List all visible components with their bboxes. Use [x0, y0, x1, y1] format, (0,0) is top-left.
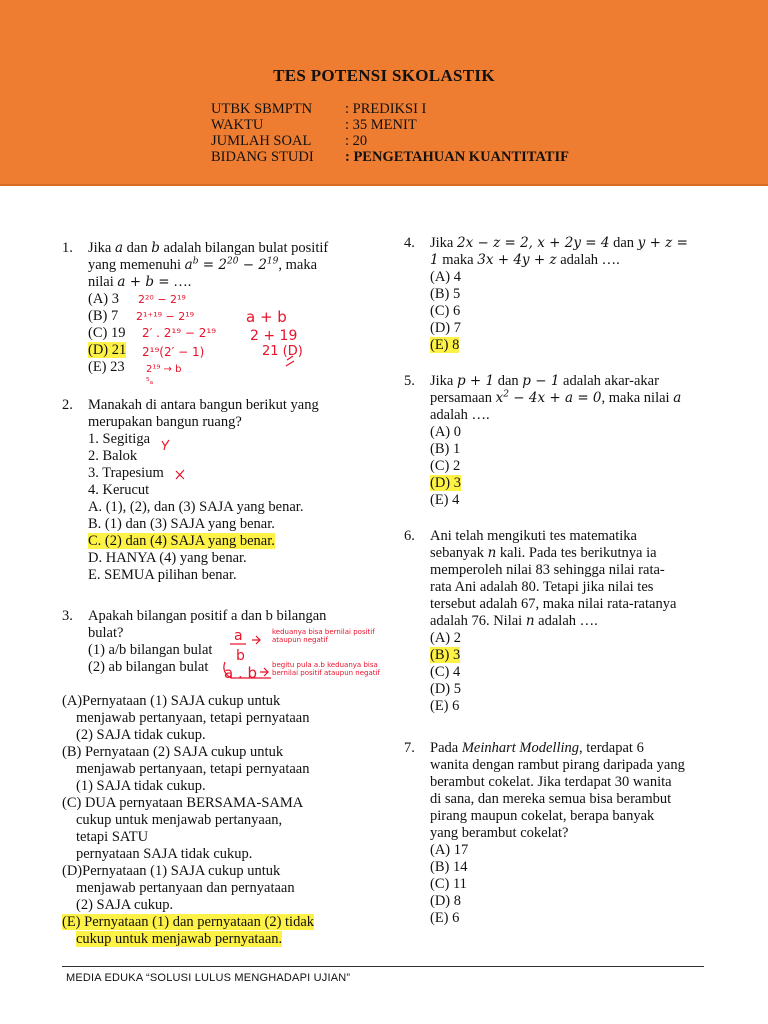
option[interactable]: (C) 4: [430, 664, 461, 680]
handwritten-note: [272, 628, 375, 644]
option-selected[interactable]: C. (2) dan (4) SAJA yang benar.: [88, 533, 275, 549]
scribble: a . b: [224, 664, 258, 682]
option-text: (D)Pernyataan (1) SAJA cukup untuk: [62, 863, 281, 879]
footer-divider: [62, 966, 704, 967]
note-text: ataupun negatif: [272, 636, 328, 644]
question-number: 3.: [62, 608, 73, 624]
question-1: 1. Jika a dan b adalah bilangan bulat positif yang memenuhi $a^b = 2^{20} - 2^{19}$, maka nilai a + b = …. (A) 3 (B) 7 (C) 19 (D) 21 (E) 23: [62, 240, 382, 376]
q-text: adalah ….: [538, 613, 598, 629]
option-text: (B) Pernyataan (2) SAJA cukup untuk: [62, 744, 284, 760]
question-number: 6.: [404, 528, 415, 544]
q-text: Jika: [430, 235, 454, 251]
q-text: , terdapat 6: [579, 740, 644, 756]
q-text: adalah 76. Nilai: [430, 613, 523, 629]
q-text: wanita dengan rambut pirang daripada yang: [430, 757, 685, 773]
q-text: pirang maupun cokelat, berapa banyak: [430, 808, 655, 824]
handwritten-note: [272, 661, 380, 677]
option[interactable]: (B) 7: [88, 308, 119, 324]
q-text: persamaan: [430, 390, 492, 406]
scribble: a: [234, 628, 243, 644]
check-mark: [162, 440, 169, 450]
page-title: TES POTENSI SKOLASTIK: [273, 66, 495, 85]
option[interactable]: (E) 6: [430, 698, 460, 714]
option[interactable]: (D) 5: [430, 681, 462, 697]
note-text: bernilai positif ataupun negatif: [272, 669, 380, 677]
arrow: [260, 668, 268, 676]
option[interactable]: (D) 8: [430, 893, 462, 909]
q-text: kali. Pada tes berikutnya ia: [499, 545, 657, 561]
option-selected[interactable]: (D) 3: [430, 475, 462, 491]
scribble: 2¹⁹ → b: [146, 364, 182, 375]
q-text: Pada: [430, 740, 459, 756]
q-text: Jika: [430, 373, 454, 389]
q-text: Apakah bilangan positif a dan b bilangan: [88, 608, 327, 624]
question-number: 2.: [62, 397, 73, 413]
note-text: begitu pula a.b keduanya bisa: [272, 661, 378, 669]
scribble: a + b: [246, 308, 287, 326]
q-text: dan: [126, 240, 148, 256]
option-selected[interactable]: (D) 21: [88, 342, 127, 358]
option[interactable]: B. (1) dan (3) SAJA yang benar.: [88, 516, 275, 532]
scribble: 21 (D): [262, 344, 303, 359]
question-number: 4.: [404, 235, 415, 251]
q-text: maka: [442, 252, 474, 268]
scribble: ⁵ₐ: [146, 377, 154, 387]
option-text: (C) DUA pernyataan BERSAMA-SAMA: [62, 795, 304, 811]
question-6: 6. Ani telah mengikuti tes matematika sebanyak n kali. Pada tes berikutnya ia memperoleh nilai 83 sehingga nilai rata- rata Ani adalah 80. Tetapi jika nilai tes tersebut adalah 67, maka nilai rata-ratanya adalah 76. Nilai n adalah …. (A) 2 (B) 3 (C) 4 (D) 5 (E) 6: [404, 528, 704, 715]
question-number: 1.: [62, 240, 73, 256]
q-text: merupakan bangun ruang?: [88, 414, 242, 430]
q-text: adalah ….: [560, 252, 620, 268]
scribble: 2¹⁺¹⁹ − 2¹⁹: [136, 310, 195, 323]
question-5: 5. Jika p + 1 dan p − 1 adalah akar-akar persamaan $x^2 - 4x + a = 0$, maka nilai a adalah …. (A) 0 (B) 1 (C) 2 (D) 3 (E) 4: [404, 373, 704, 509]
option[interactable]: (E) 6: [430, 910, 460, 926]
option-text: menjawab pertanyaan, tetapi pernyataan: [76, 710, 310, 726]
note-text: keduanya bisa bernilai positif: [272, 628, 375, 636]
option-text: menjawab pertanyaan, tetapi pernyataan: [76, 761, 310, 777]
option-text: tetapi SATU: [76, 829, 149, 845]
option-text: pernyataan SAJA tidak cukup.: [76, 846, 253, 862]
q-text: dan: [497, 373, 519, 389]
q-text: berambut cokelat. Jika terdapat 30 wanita: [430, 774, 672, 790]
arrow: [252, 636, 260, 644]
q-text: yang berambut cokelat?: [430, 825, 569, 841]
option[interactable]: (A) 3: [88, 291, 120, 307]
scribble: 2²⁰ − 2¹⁹: [138, 293, 186, 306]
option-text: cukup untuk menjawab pertanyaan,: [76, 812, 283, 828]
question-number: 5.: [404, 373, 415, 389]
option[interactable]: (B) 5: [430, 286, 461, 302]
info-label: JUMLAH SOAL: [211, 133, 312, 149]
scribble: 2 + 19: [250, 328, 298, 344]
statement: (1) a/b bilangan bulat: [88, 642, 213, 658]
cross-mark: [176, 470, 184, 479]
q-text: Jika: [88, 240, 112, 256]
q-text: adalah bilangan bulat positif: [163, 240, 329, 256]
option-selected[interactable]: (E) 8: [430, 337, 460, 353]
option[interactable]: A. (1), (2), dan (3) SAJA yang benar.: [88, 499, 304, 515]
question-4: 4. Jika 2x − z = 2, x + 2y = 4 dan y + z = 1 maka 3x + 4y + z adalah …. (A) 4 (B) 5 (C) 6 (D) 7 (E) 8: [404, 235, 704, 354]
option-text: (A)Pernyataan (1) SAJA cukup untuk: [62, 693, 281, 709]
option-text: (E) Pernyataan (1) dan pernyataan (2) tidak: [62, 914, 315, 930]
q-text: yang memenuhi: [88, 257, 182, 273]
option[interactable]: (D) 7: [430, 320, 462, 336]
q-text: Manakah di antara bangun berikut yang: [88, 397, 319, 413]
q-text: , maka: [278, 257, 318, 273]
option[interactable]: (A) 0: [430, 424, 462, 440]
q-text: sebanyak: [430, 545, 484, 561]
option-selected[interactable]: (B) 3: [430, 647, 461, 663]
q-text: rata Ani adalah 80. Tetapi jika nilai tes: [430, 579, 654, 595]
option-text: (2) SAJA tidak cukup.: [76, 727, 206, 743]
statement: 4. Kerucut: [88, 482, 150, 498]
info-value: : 20: [345, 133, 368, 149]
option[interactable]: (A) 17: [430, 842, 469, 858]
q-text: ….: [173, 274, 192, 290]
q-text: dan: [613, 235, 635, 251]
option[interactable]: (B) 14: [430, 859, 468, 875]
q-text: di sana, dan mereka semua bisa berambut: [430, 791, 672, 807]
footer-text: MEDIA EDUKA “SOLUSI LULUS MENGHADAPI UJIAN”: [66, 972, 351, 984]
q-text: Ani telah mengikuti tes matematika: [430, 528, 637, 544]
option-text: cukup untuk menjawab pernyataan.: [76, 931, 283, 947]
statement: (2) ab bilangan bulat: [88, 659, 209, 675]
option-text: (2) SAJA cukup.: [76, 897, 174, 913]
scribble: 2¹⁹(2′ − 1): [142, 345, 205, 359]
statement: 2. Balok: [88, 448, 138, 464]
q-text-italic: Meinhart Modelling: [461, 740, 580, 756]
q-text: adalah akar-akar: [563, 373, 659, 389]
option[interactable]: (B) 1: [430, 441, 461, 457]
question-number: 7.: [404, 740, 415, 756]
statement: 1. Segitiga: [88, 431, 151, 447]
info-value: : 35 MENIT: [345, 117, 417, 133]
info-label: BIDANG STUDI: [211, 149, 314, 165]
scribble: 2′ . 2¹⁹ − 2¹⁹: [142, 326, 216, 340]
q-text: nilai: [88, 274, 114, 290]
option[interactable]: (E) 4: [430, 492, 460, 508]
option[interactable]: E. SEMUA pilihan benar.: [88, 567, 237, 583]
q-text: adalah ….: [430, 407, 490, 423]
info-value: : PREDIKSI I: [345, 101, 427, 117]
statement: 3. Trapesium: [88, 465, 164, 481]
q-text: bulat?: [88, 625, 124, 641]
option[interactable]: (A) 2: [430, 630, 462, 646]
option[interactable]: (E) 23: [88, 359, 125, 375]
option[interactable]: (C) 11: [430, 876, 467, 892]
info-label: UTBK SBMPTN: [211, 101, 313, 117]
option-text: menjawab pertanyaan dan pernyataan: [76, 880, 295, 896]
q-text: tersebut adalah 67, maka nilai rata-ratanya: [430, 596, 677, 612]
option[interactable]: (A) 4: [430, 269, 462, 285]
option[interactable]: D. HANYA (4) yang benar.: [88, 550, 247, 566]
info-value: : PENGETAHUAN KUANTITATIF: [345, 149, 569, 165]
scribble: b: [236, 648, 245, 664]
q-text: memperoleh nilai 83 sehingga nilai rata-: [430, 562, 665, 578]
info-label: WAKTU: [211, 117, 264, 133]
option[interactable]: (C) 19: [88, 325, 126, 341]
option[interactable]: (C) 2: [430, 458, 461, 474]
q-text: , maka nilai: [601, 390, 670, 406]
option-text: (1) SAJA tidak cukup.: [76, 778, 206, 794]
option[interactable]: (C) 6: [430, 303, 461, 319]
